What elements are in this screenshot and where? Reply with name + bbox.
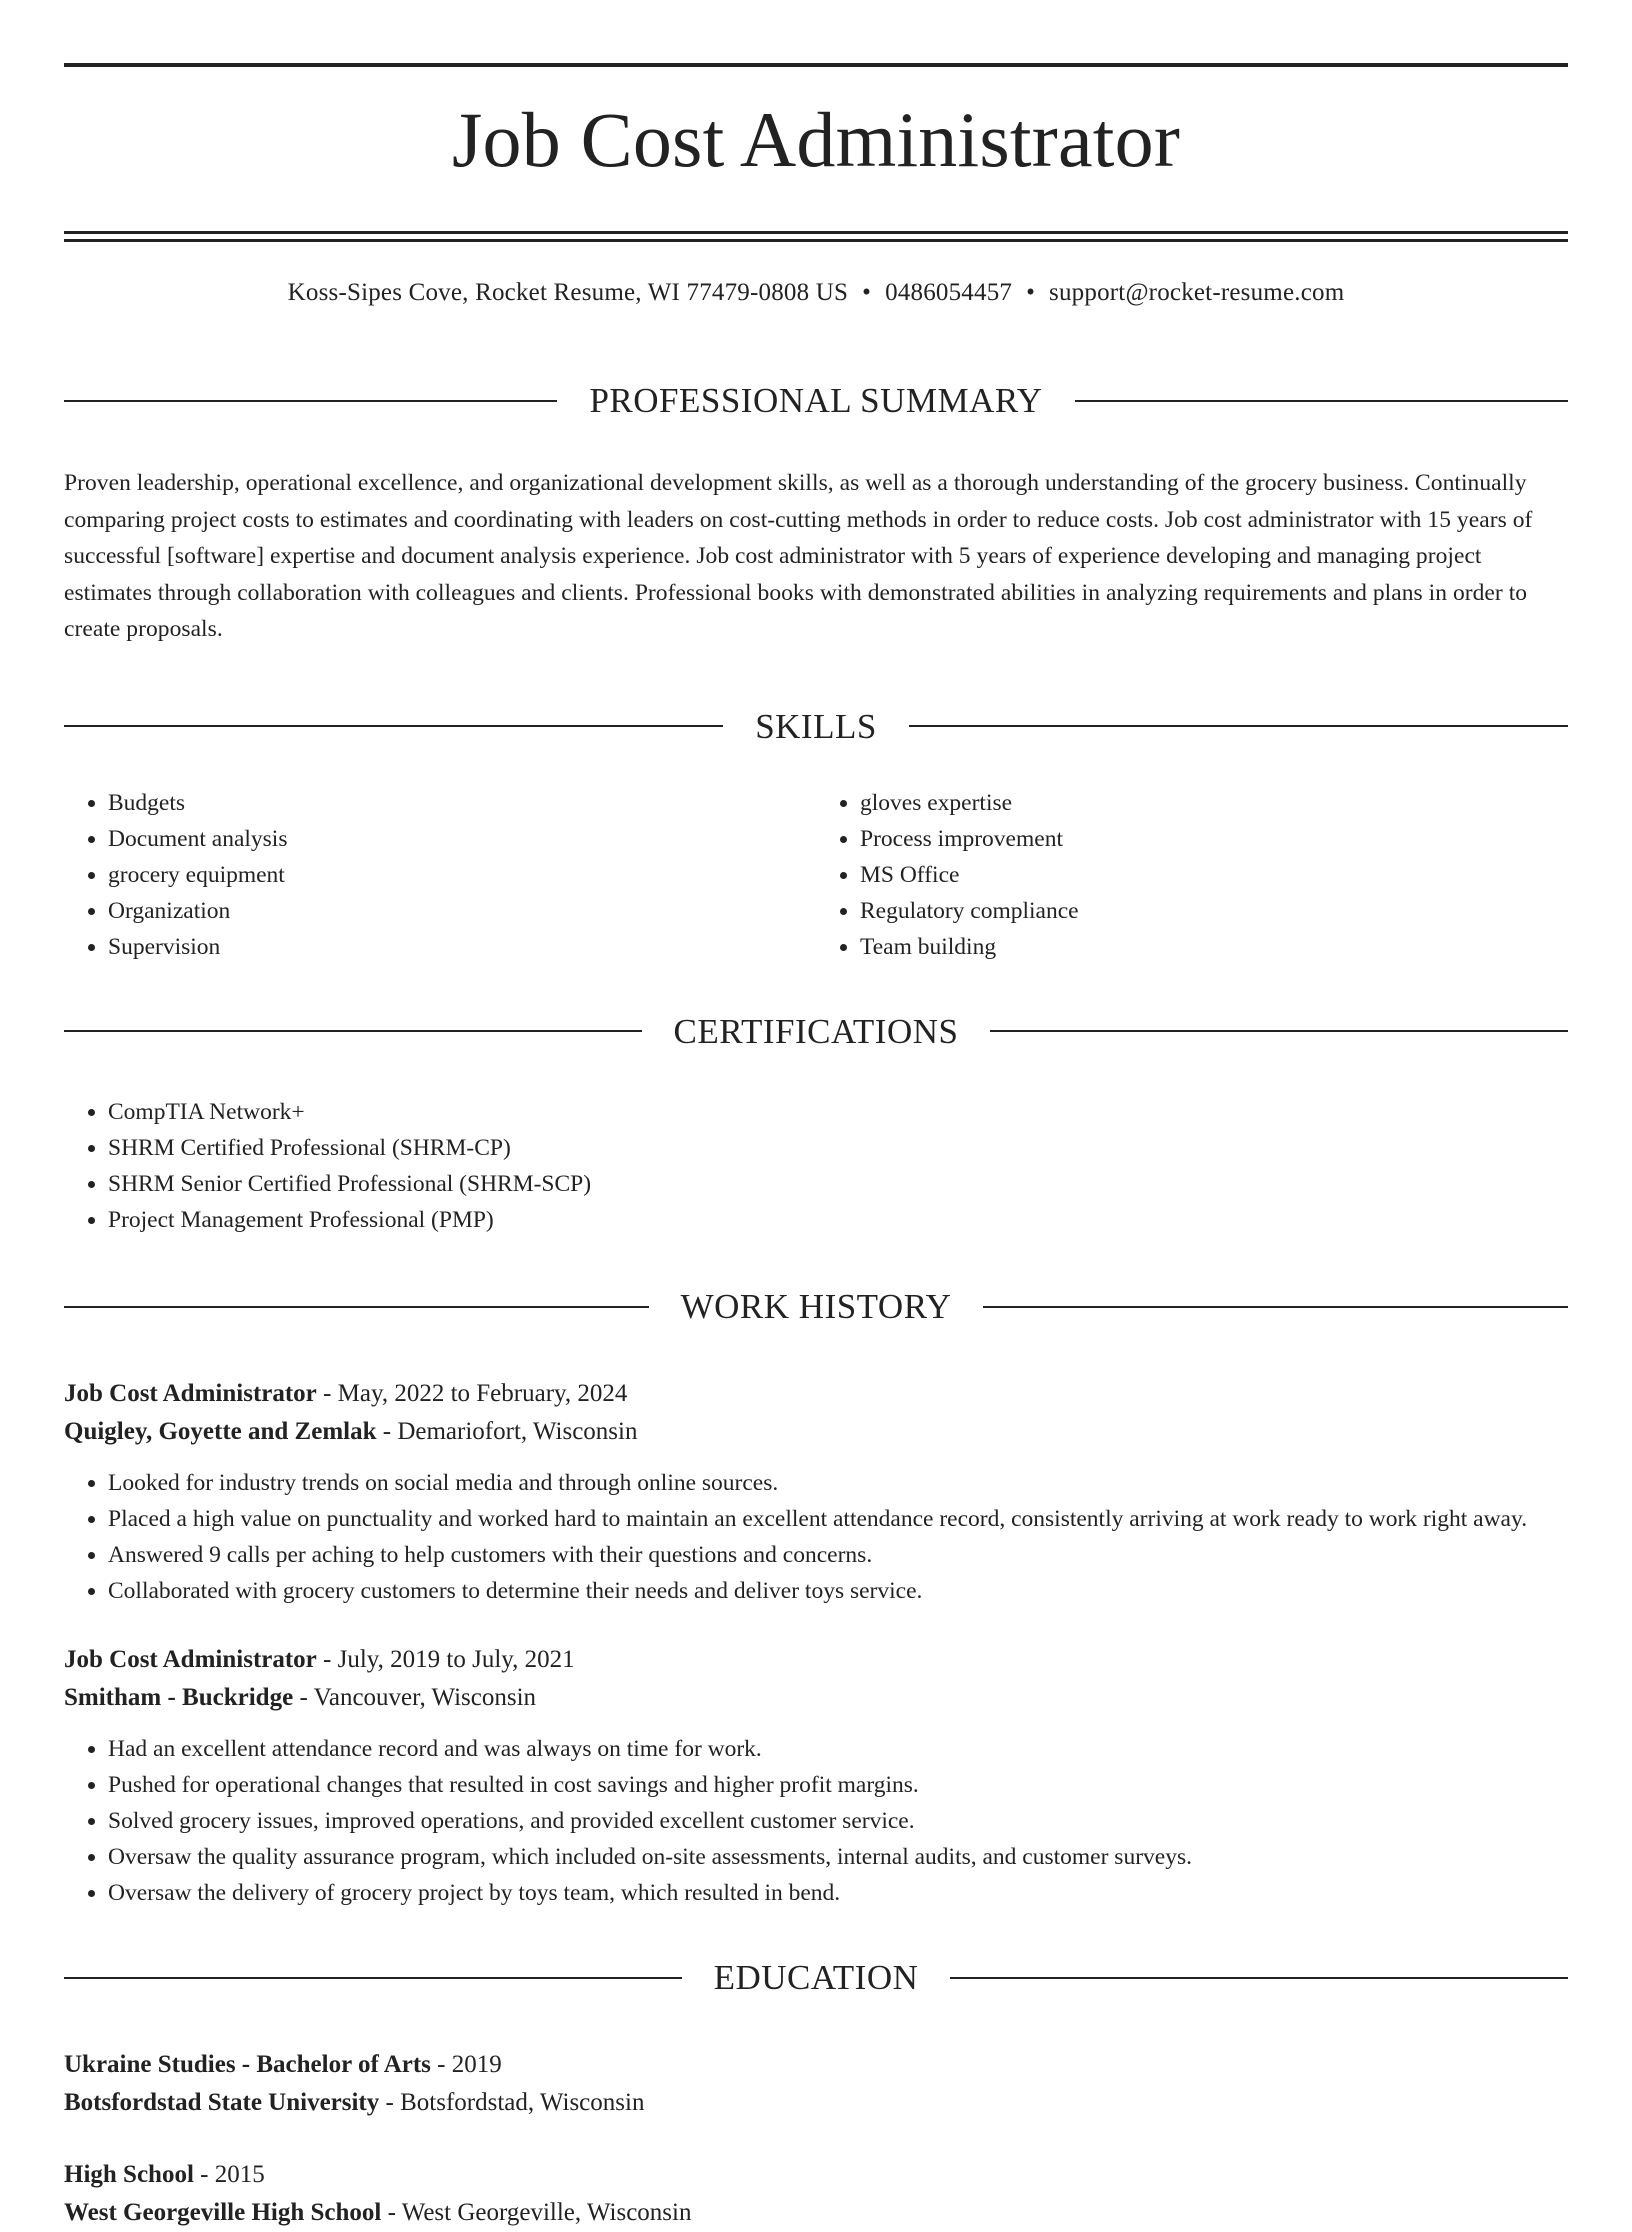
heading-rule-right xyxy=(983,1306,1568,1308)
school-location: West Georgeville, Wisconsin xyxy=(401,2199,692,2227)
certifications-list xyxy=(64,1094,1568,1238)
contact-email: support@rocket-resume.com xyxy=(1049,279,1345,307)
education-entry xyxy=(64,2156,1568,2232)
heading-rule-right xyxy=(909,725,1568,727)
skill-item: • Regulatory compliance xyxy=(860,893,1568,929)
heading-rule-left xyxy=(64,1030,642,1032)
contact-separator: • xyxy=(862,279,872,307)
job-bullet: • Answered 9 calls per aching to help customers with their questions and concerns. xyxy=(108,1537,1568,1573)
job-bullet: • Had an excellent attendance record and was always on time for work. xyxy=(108,1731,1568,1767)
heading-rule-right xyxy=(990,1030,1568,1032)
skills-list-left xyxy=(64,785,816,965)
job-bullet: • Oversaw the quality assurance program, which included on-site assessments, internal audits, and customer surveys. xyxy=(108,1839,1568,1875)
resume-name: Job Cost Administrator xyxy=(451,96,1181,183)
job-bullets xyxy=(64,1731,1568,1911)
skills-title: SKILLS xyxy=(755,706,877,746)
work-title: WORK HISTORY xyxy=(680,1287,952,1327)
certifications-title: CERTIFICATIONS xyxy=(673,1011,959,1051)
skill-item: • Supervision xyxy=(108,929,816,965)
job-bullet: • Solved grocery issues, improved operations, and provided excellent customer service. xyxy=(108,1803,1568,1839)
summary-title: PROFESSIONAL SUMMARY xyxy=(589,381,1043,421)
contact-line xyxy=(64,278,1568,308)
skill-item: • Organization xyxy=(108,893,816,929)
summary-heading xyxy=(64,354,1568,447)
job-title-line: Job Cost Administrator - July, 2019 to July, 2021 xyxy=(64,1646,575,1674)
skill-item: • Process improvement xyxy=(860,821,1568,857)
job-bullet: • Collaborated with grocery customers to determine their needs and deliver toys service. xyxy=(108,1573,1568,1609)
job-title-line: Job Cost Administrator - May, 2022 to February, 2024 xyxy=(64,1380,628,1408)
certification-item: • SHRM Certified Professional (SHRM-CP) xyxy=(108,1130,1568,1166)
school: Botsfordstad State University xyxy=(64,2089,380,2117)
school-line: West Georgeville High School - West Georgeville, Wisconsin xyxy=(64,2199,692,2227)
job-dates: July, 2019 to July, 2021 xyxy=(337,1646,575,1674)
work-entry xyxy=(64,1375,1568,1609)
skills-list-right xyxy=(816,785,1568,965)
degree-line: Ukraine Studies - Bachelor of Arts - 2019 xyxy=(64,2051,502,2079)
heading-rule-left xyxy=(64,400,557,402)
heading-rule-right xyxy=(1075,400,1568,402)
job-bullet: • Placed a high value on punctuality and worked hard to maintain an excellent attendance record, consistently arriving at work ready to work right away. xyxy=(108,1501,1568,1537)
skills-heading xyxy=(64,680,1568,773)
degree-line: High School - 2015 xyxy=(64,2161,265,2189)
certifications-heading xyxy=(64,985,1568,1078)
heading-rule-left xyxy=(64,1977,682,1979)
certification-item: • Project Management Professional (PMP) xyxy=(108,1202,1568,1238)
job-bullets xyxy=(64,1465,1568,1609)
contact-phone: 0486054457 xyxy=(885,279,1013,307)
skill-item: • gloves expertise xyxy=(860,785,1568,821)
job-bullet: • Looked for industry trends on social media and through online sources. xyxy=(108,1465,1568,1501)
certification-item: • SHRM Senior Certified Professional (SHRM-SCP) xyxy=(108,1166,1568,1202)
work-entry xyxy=(64,1641,1568,1911)
job-title: Job Cost Administrator xyxy=(64,1646,317,1674)
heading-rule-left xyxy=(64,725,723,727)
job-title: Job Cost Administrator xyxy=(64,1380,317,1408)
job-bullet: • Oversaw the delivery of grocery project by toys team, which resulted in bend. xyxy=(108,1875,1568,1911)
job-location: Demariofort, Wisconsin xyxy=(397,1418,638,1446)
job-company: Smitham - Buckridge xyxy=(64,1684,294,1712)
education-entry xyxy=(64,2046,1568,2122)
heading-rule-left xyxy=(64,1306,649,1308)
school-location: Botsfordstad, Wisconsin xyxy=(400,2089,645,2117)
skill-item: • MS Office xyxy=(860,857,1568,893)
top-rule xyxy=(64,63,1568,67)
job-company: Quigley, Goyette and Zemlak xyxy=(64,1418,377,1446)
skill-item: • grocery equipment xyxy=(108,857,816,893)
degree-year: 2015 xyxy=(214,2161,265,2189)
degree: Ukraine Studies - Bachelor of Arts xyxy=(64,2051,431,2079)
header-double-rule xyxy=(64,231,1568,242)
skill-item: • Document analysis xyxy=(108,821,816,857)
heading-rule-right xyxy=(950,1977,1568,1979)
skills-columns xyxy=(64,785,1568,965)
school: West Georgeville High School xyxy=(64,2199,382,2227)
degree-year: 2019 xyxy=(451,2051,502,2079)
job-bullet: • Pushed for operational changes that resulted in cost savings and higher profit margins. xyxy=(108,1767,1568,1803)
contact-separator: • xyxy=(1026,279,1036,307)
degree: High School xyxy=(64,2161,194,2189)
resume-page xyxy=(0,63,1632,2227)
job-location: Vancouver, Wisconsin xyxy=(313,1684,537,1712)
education-heading xyxy=(64,1931,1568,2024)
job-dates: May, 2022 to February, 2024 xyxy=(337,1380,628,1408)
school-line: Botsfordstad State University - Botsfordstad, Wisconsin xyxy=(64,2089,645,2117)
skill-item: • Team building xyxy=(860,929,1568,965)
summary-text: Proven leadership, operational excellence, and organizational development skills, as well as a thorough understanding of the grocery business. Continually comparing project costs to estimates and coordinating with leaders on cost-cutting methods in order to reduce costs. Job cost administrator with 15 years of successful [software] expertise and document analysis experience. Job cost administrator with 5 years of experience developing and managing project estimates through collaboration with colleagues and clients. Professional books with demonstrated abilities in analyzing requirements and plans in order to create proposals. xyxy=(64,470,1533,643)
job-company-line: Quigley, Goyette and Zemlak - Demariofort, Wisconsin xyxy=(64,1418,638,1446)
contact-address: Koss-Sipes Cove, Rocket Resume, WI 77479-0808 US xyxy=(287,279,849,307)
skill-item: • Budgets xyxy=(108,785,816,821)
education-title: EDUCATION xyxy=(713,1958,919,1998)
certification-item: • CompTIA Network+ xyxy=(108,1094,1568,1130)
job-company-line: Smitham - Buckridge - Vancouver, Wisconsin xyxy=(64,1684,537,1712)
work-heading xyxy=(64,1260,1568,1353)
